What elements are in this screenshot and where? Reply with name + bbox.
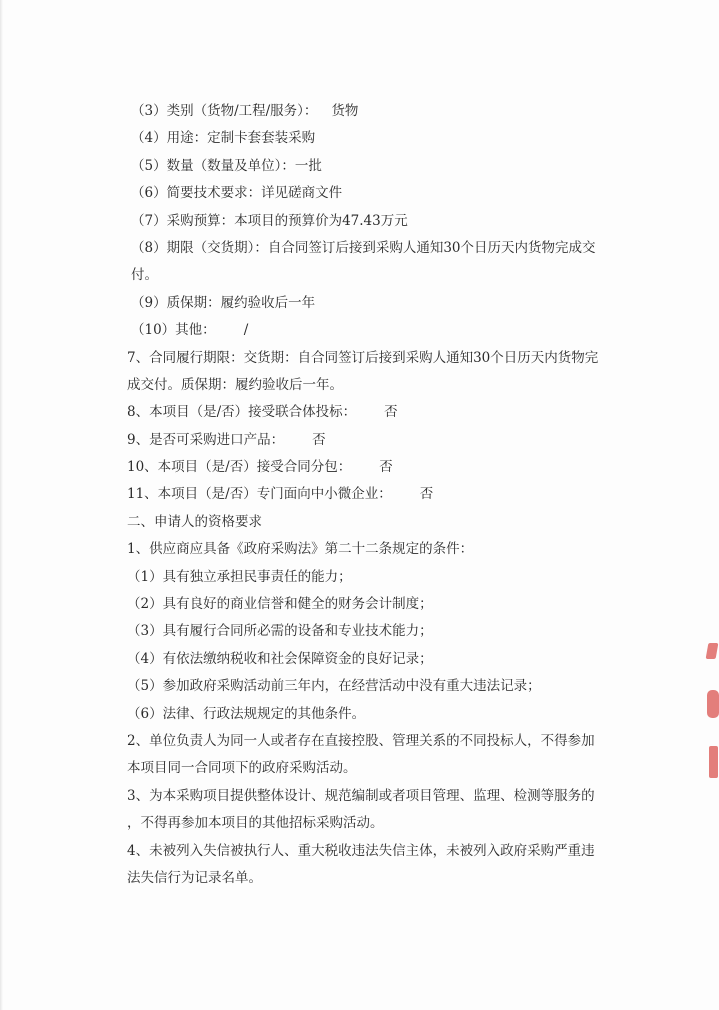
condition-5: [127, 673, 617, 700]
qualification-2: [127, 728, 617, 755]
clause-7-cont: [127, 372, 617, 399]
item-tech-requirements-text: （6）简要技术要求：详见磋商文件: [131, 185, 343, 202]
condition-4-text: （4）有依法缴纳税收和社会保障资金的良好记录；: [127, 650, 433, 667]
qualification-1-text: 1、供应商应具备《政府采购法》第二十二条规定的条件：: [127, 541, 474, 558]
item-purpose: [127, 125, 617, 152]
clause-8-label: 8、本项目（是/否）接受联合体投标：: [127, 404, 357, 421]
clause-11: [127, 481, 617, 508]
scan-edge-shadow: [0, 0, 3, 1010]
red-stamp-fragment-icon: [709, 746, 718, 778]
condition-2-text: （2）具有良好的商业信誉和健全的财务会计制度；: [127, 596, 433, 613]
qualification-2-cont-text: 本项目同一合同项下的政府采购活动。: [127, 760, 357, 777]
qualification-2-cont: [127, 755, 617, 782]
clause-11-value: 否: [419, 486, 434, 503]
clause-9-value: 否: [312, 431, 326, 448]
section-heading-text: 二、申请人的资格要求: [127, 513, 262, 530]
section-heading-qualifications: [127, 509, 617, 536]
condition-3-text: （3）具有履行合同所必需的设备和专业技术能力；: [127, 623, 433, 640]
red-stamp-fragment-icon: [707, 690, 719, 718]
item-delivery-period-text: （8）期限（交货期）：自合同签订后接到采购人通知30个日历天内货物完成交: [131, 239, 596, 256]
item-delivery-period-cont-text: 付。: [131, 267, 158, 284]
condition-3: [127, 618, 617, 645]
qualification-2-text: 2、单位负责人为同一人或者存在直接控股、管理关系的不同投标人，不得参加: [127, 732, 595, 749]
item-quantity-text: （5）数量（数量及单位）：一批: [131, 157, 322, 174]
qualification-3-text: 3、为本采购项目提供整体设计、规范编制或者项目管理、监理、检测等服务的: [127, 787, 595, 804]
qualification-4-cont-text: 法失信行为记录名单。: [127, 869, 262, 886]
item-category: [127, 98, 617, 125]
item-purpose-text: （4）用途：定制卡套套装采购: [131, 130, 316, 147]
qualification-3: [127, 783, 617, 810]
clause-8: [127, 399, 617, 426]
qualification-3-cont-text: ，不得再参加本项目的其他招标采购活动。: [127, 815, 384, 832]
qualification-1: [127, 536, 617, 563]
condition-6-text: （6）法律、行政法规规定的其他条件。: [127, 705, 366, 722]
item-category-label: （3）类别（货物/工程/服务）：: [131, 103, 318, 119]
item-warranty-text: （9）质保期：履约验收后一年: [131, 294, 316, 311]
clause-10-label: 10、本项目（是/否）接受合同分包：: [127, 459, 352, 476]
condition-6: [127, 701, 617, 728]
condition-4: [127, 646, 617, 673]
clause-7-cont-text: 成交付。质保期：履约验收后一年。: [127, 376, 343, 393]
clause-8-value: 否: [384, 404, 398, 421]
condition-2: [127, 591, 617, 618]
item-category-value: 货物: [331, 103, 359, 119]
qualification-4: [127, 838, 617, 865]
item-warranty: [127, 290, 617, 317]
qualification-4-cont: [127, 865, 617, 892]
clause-9-label: 9、是否可采购进口产品：: [127, 431, 285, 448]
qualification-4-text: 4、未被列入失信被执行人、重大税收违法失信主体，未被列入政府采购严重违: [127, 842, 595, 859]
clause-10-value: 否: [379, 459, 393, 476]
clause-11-label: 11、本项目（是/否）专门面向中小微企业：: [127, 486, 392, 503]
item-other-value: /: [243, 322, 249, 339]
item-tech-requirements: [127, 180, 617, 207]
item-delivery-period-cont: [127, 262, 617, 289]
item-budget: [127, 208, 617, 235]
clause-7-text: 7、合同履行期限：交货期：自合同签订后接到采购人通知30个日历天内货物完: [127, 349, 599, 366]
condition-1-text: （1）具有独立承担民事责任的能力；: [127, 568, 352, 585]
item-other: [127, 317, 617, 344]
document-body: [127, 98, 617, 892]
item-budget-text: （7）采购预算：本项目的预算价为47.43万元: [131, 212, 408, 229]
clause-7: [127, 345, 617, 372]
qualification-3-cont: [127, 810, 617, 837]
item-delivery-period: [127, 235, 617, 262]
item-quantity: [127, 153, 617, 180]
clause-9: [127, 427, 617, 454]
condition-1: [127, 564, 617, 591]
clause-10: [127, 454, 617, 481]
condition-5-text: （5）参加政府采购活动前三年内，在经营活动中没有重大违法记录；: [127, 678, 541, 695]
red-stamp-fragment-icon: [706, 643, 719, 659]
item-other-label: （10）其他：: [131, 322, 216, 339]
